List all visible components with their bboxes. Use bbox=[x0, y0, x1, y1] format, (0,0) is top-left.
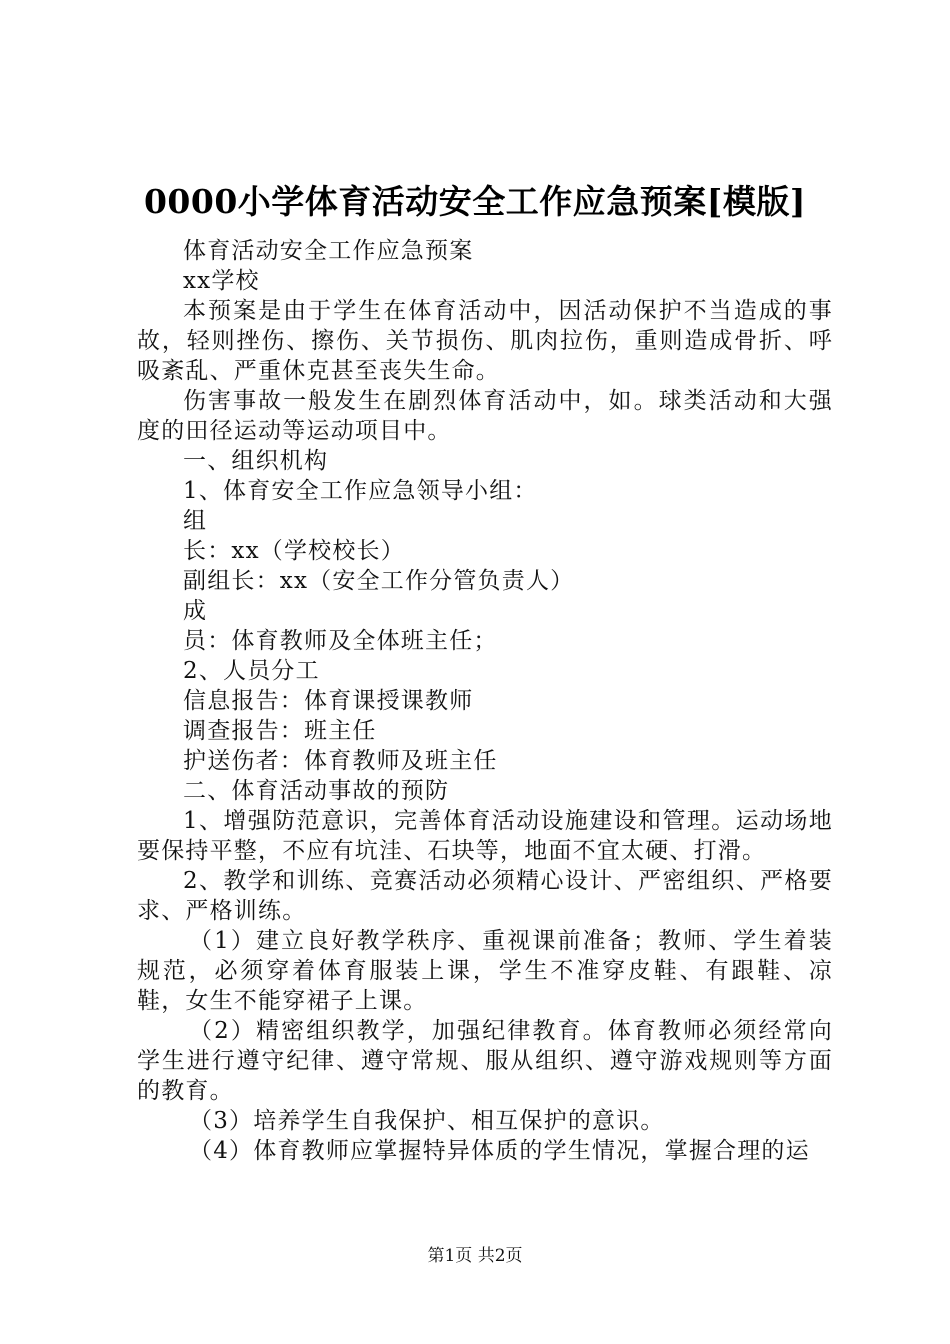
paragraph: 长：xx（学校校长） bbox=[183, 538, 405, 564]
paragraph: 体育活动安全工作应急预案 bbox=[183, 238, 474, 264]
paragraph: 2、教学和训练、竞赛活动必须精心设计、严密组织、严格要求、严格训练。 bbox=[137, 868, 833, 924]
paragraph: 护送伤者：体育教师及班主任 bbox=[183, 748, 498, 774]
paragraph: 1、增强防范意识，完善体育活动设施建设和管理。运动场地要保持平整，不应有坑洼、石块等，地面不宜太硬、打滑。 bbox=[137, 808, 833, 864]
document-title: 0000小学体育活动安全工作应急预案[模版] bbox=[143, 182, 807, 221]
document-body bbox=[137, 236, 833, 1166]
paragraph: 信息报告：体育课授课教师 bbox=[183, 688, 474, 714]
paragraph: 本预案是由于学生在体育活动中，因活动保护不当造成的事故，轻则挫伤、擦伤、关节损伤、肌肉拉伤，重则造成骨折、呼吸紊乱、严重休克甚至丧失生命。 bbox=[137, 298, 833, 384]
paragraph: （1）建立良好教学秩序、重视课前准备；教师、学生着装规范，必须穿着体育服装上课，学生不准穿皮鞋、有跟鞋、凉鞋，女生不能穿裙子上课。 bbox=[137, 928, 833, 1014]
paragraph: （2）精密组织教学，加强纪律教育。体育教师必须经常向学生进行遵守纪律、遵守常规、服从组织、遵守游戏规则等方面的教育。 bbox=[137, 1018, 833, 1104]
paragraph: 员：体育教师及全体班主任； bbox=[183, 628, 498, 654]
page-number-footer: 第1页 共2页 bbox=[427, 1246, 523, 1266]
paragraph: 伤害事故一般发生在剧烈体育活动中，如。球类活动和大强度的田径运动等运动项目中。 bbox=[137, 388, 833, 444]
paragraph: 2、人员分工 bbox=[183, 658, 320, 684]
paragraph: 成 bbox=[183, 598, 208, 624]
paragraph: （3）培养学生自我保护、相互保护的意识。 bbox=[189, 1108, 665, 1134]
paragraph: 副组长：xx（安全工作分管负责人） bbox=[183, 568, 575, 594]
paragraph: 1、体育安全工作应急领导小组： bbox=[183, 478, 538, 504]
paragraph: xx学校 bbox=[183, 268, 260, 294]
paragraph: （4）体育教师应掌握特异体质的学生情况，掌握合理的运 bbox=[189, 1138, 810, 1164]
paragraph: 调查报告：班主任 bbox=[183, 718, 377, 744]
section-heading: 二、体育活动事故的预防 bbox=[183, 778, 450, 804]
paragraph: 组 bbox=[183, 508, 208, 534]
section-heading: 一、组织机构 bbox=[183, 448, 329, 474]
